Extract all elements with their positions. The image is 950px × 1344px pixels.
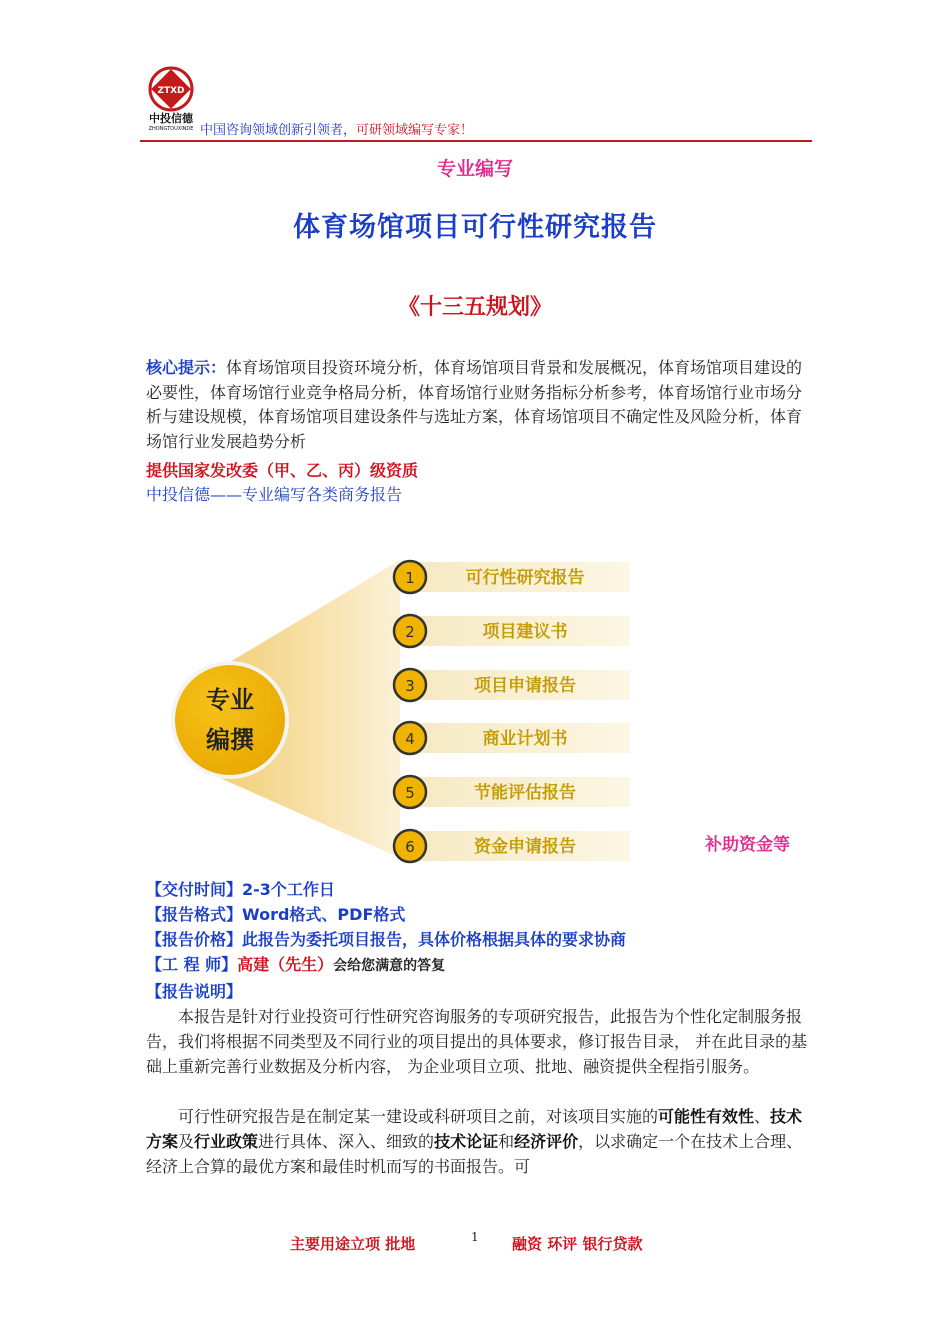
slogan-blue: 中国咨询领域创新引领者，: [200, 123, 357, 138]
svg-text:3: 3: [405, 677, 415, 695]
svg-text:中投信德: 中投信德: [149, 112, 193, 125]
svg-text:节能评估报告: 节能评估报告: [474, 783, 576, 803]
svg-text:商业计划书: 商业计划书: [482, 729, 568, 749]
footer-uses-left: 主要用途立项 批地: [290, 1235, 416, 1253]
svg-text:ZTXD: ZTXD: [157, 86, 185, 96]
company-line: 中投信德——专业编写各类商务报告: [146, 485, 403, 504]
svg-text:可行性研究报告: 可行性研究报告: [465, 568, 585, 588]
service-item-4: [394, 722, 630, 754]
core-label: 核心提示：: [146, 358, 227, 377]
slogan-red: 可研领域编写专家！: [356, 123, 474, 138]
description-paragraph: 本报告是针对行业投资可行性研究咨询服务的专项研究报告，此报告为个性化定制服务报告，我们将根据不同类型及不同行业的项目提出的具体要求，修订报告目录， 并在此目录的基础上重新完善行业数据及分析内容， 为企业项目立项、批地、融资提供全程指引服务。: [146, 1007, 808, 1076]
kicker: 专业编写: [436, 158, 513, 180]
diagram-extra-note: 补助资金等: [705, 835, 790, 855]
center-label-1: 专业: [206, 686, 254, 714]
description-heading: 【报告说明】: [146, 982, 243, 1001]
engineer-name: 高建（先生）: [237, 955, 334, 974]
page-subtitle: 《十三五规划》: [397, 295, 552, 320]
service-item-6: [394, 830, 630, 862]
service-item-3: [394, 669, 630, 701]
svg-text:项目建议书: 项目建议书: [482, 622, 568, 642]
center-label-2: 编撰: [206, 726, 254, 754]
delivery-row: 【交付时间】2-3个工作日: [146, 880, 335, 899]
service-item-1: [394, 561, 630, 593]
services-diagram: [160, 548, 820, 868]
svg-text:项目申请报告: 项目申请报告: [474, 676, 576, 696]
engineer-row: 【工 程 师】高建（先生）会给您满意的答复: [146, 955, 446, 974]
svg-text:4: 4: [405, 730, 415, 748]
center-circle: [173, 663, 287, 777]
company-logo: [140, 66, 202, 132]
svg-text:1: 1: [405, 569, 415, 587]
svg-text:5: 5: [405, 784, 415, 802]
format-row: 【报告格式】Word格式、PDF格式: [146, 905, 406, 924]
price-row: 【报告价格】此报告为委托项目报告，具体价格根据具体的要求协商: [146, 930, 627, 949]
service-item-2: [394, 615, 630, 647]
report-details: [146, 877, 811, 1179]
feasibility-paragraph: 可行性研究报告是在制定某一建设或科研项目之前，对该项目实施的可能性有效性、技术方案及行业政策进行具体、深入、细致的技术论证和经济评价，以求确定一个在技术上合理、经济上合算的最优方案和最佳时机而写的书面报告。可: [146, 1107, 803, 1176]
page-title: 体育场馆项目可行性研究报告: [293, 212, 657, 243]
svg-text:2: 2: [405, 623, 415, 641]
page-number: 1: [471, 1230, 479, 1244]
header-divider: [140, 140, 812, 142]
svg-text:资金申请报告: 资金申请报告: [474, 837, 576, 857]
core-summary: [146, 356, 811, 454]
core-text: 体育场馆项目投资环境分析，体育场馆项目背景和发展概况，体育场馆项目建设的必要性，体育场馆行业竞争格局分析，体育场馆行业财务指标分析参考，体育场馆行业市场分析与建设规模，体育场馆项目建设条件与选址方案，体育场馆项目不确定性及风险分析，体育场馆行业发展趋势分析: [146, 358, 803, 451]
svg-text:ZHONGTOUXINDE: ZHONGTOUXINDE: [148, 126, 194, 132]
service-item-5: [394, 776, 630, 808]
qualification: 提供国家发改委（甲、乙、丙）级资质: [146, 461, 419, 480]
svg-text:6: 6: [405, 838, 415, 856]
footer-uses-right: 融资 环评 银行贷款: [512, 1235, 643, 1253]
header-slogan: [200, 119, 473, 138]
